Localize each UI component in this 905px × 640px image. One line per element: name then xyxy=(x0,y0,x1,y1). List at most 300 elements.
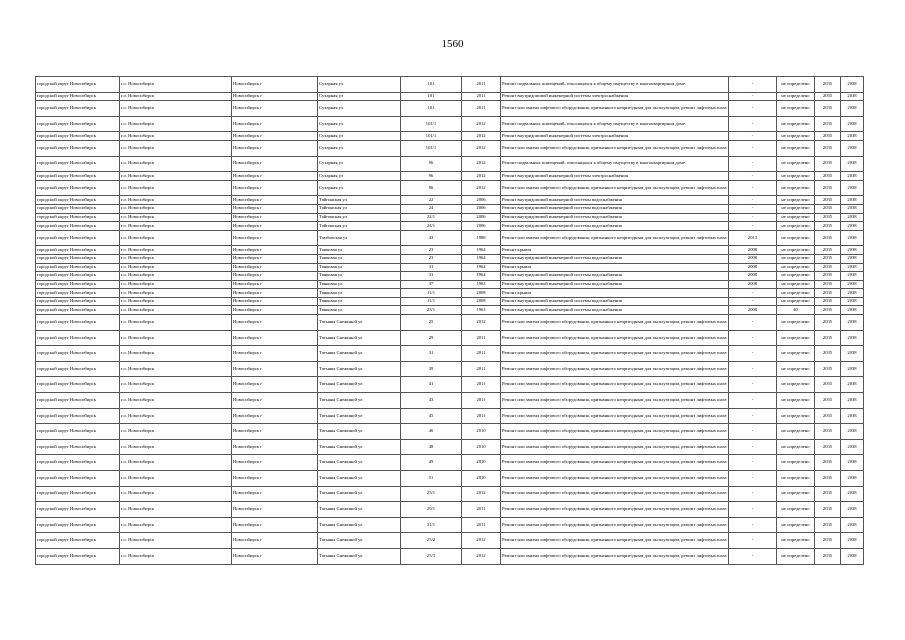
district-cell: г.о. Новосибирск xyxy=(120,330,232,346)
work-type-cell: Ремонт или замена лифтового оборудования, признанного непригодным для эксплуатации, ремонт лифтовых шахт xyxy=(501,533,729,549)
district-cell: г.о. Новосибирск xyxy=(120,289,232,298)
wear-percent-cell: не определено xyxy=(777,408,815,424)
plan-start-year-cell: 2035 xyxy=(815,346,841,362)
plan-end-year-cell: 2038 xyxy=(841,280,864,289)
plan-start-year-cell: 2035 xyxy=(815,77,841,93)
wear-percent-cell: не определено xyxy=(777,156,815,172)
wear-percent-cell: не определено xyxy=(777,246,815,255)
plan-end-year-cell: 2038 xyxy=(841,548,864,564)
settlement-cell: Новосибирск г xyxy=(232,330,318,346)
last-repair-year-cell: 2008 xyxy=(729,272,777,281)
plan-start-year-cell: 2035 xyxy=(815,393,841,409)
house-number-cell: 41 xyxy=(401,377,462,393)
last-repair-year-cell: - xyxy=(729,361,777,377)
plan-start-year-cell: 2035 xyxy=(815,517,841,533)
settlement-cell: Новосибирск г xyxy=(232,172,318,181)
municipality-cell: городской округ Новосибирск xyxy=(36,172,120,181)
plan-start-year-cell: 2035 xyxy=(815,180,841,196)
plan-end-year-cell: 2038 xyxy=(841,289,864,298)
commission-year-cell: 2012 xyxy=(462,156,501,172)
table-row xyxy=(36,361,864,377)
district-cell: г.о. Новосибирск xyxy=(120,377,232,393)
settlement-cell: Новосибирск г xyxy=(232,263,318,272)
settlement-cell: Новосибирск г xyxy=(232,306,318,315)
municipality-cell: городской округ Новосибирск xyxy=(36,132,120,141)
municipality-cell: городской округ Новосибирск xyxy=(36,486,120,502)
street-cell: Танковая ул xyxy=(318,280,401,289)
municipality-cell: городской округ Новосибирск xyxy=(36,222,120,231)
district-cell: г.о. Новосибирск xyxy=(120,280,232,289)
plan-end-year-cell: 2038 xyxy=(841,101,864,117)
plan-start-year-cell: 2035 xyxy=(815,132,841,141)
wear-percent-cell: не определено xyxy=(777,180,815,196)
municipality-cell: городской округ Новосибирск xyxy=(36,254,120,263)
district-cell: г.о. Новосибирск xyxy=(120,346,232,362)
settlement-cell: Новосибирск г xyxy=(232,222,318,231)
settlement-cell: Новосибирск г xyxy=(232,289,318,298)
house-number-cell: 23/1 xyxy=(401,306,462,315)
plan-start-year-cell: 2035 xyxy=(815,361,841,377)
commission-year-cell: 2012 xyxy=(462,132,501,141)
plan-end-year-cell: 2038 xyxy=(841,346,864,362)
plan-start-year-cell: 2035 xyxy=(815,246,841,255)
wear-percent-cell: не определено xyxy=(777,222,815,231)
district-cell: г.о. Новосибирск xyxy=(120,92,232,101)
last-repair-year-cell: - xyxy=(729,346,777,362)
commission-year-cell: 2010 xyxy=(462,471,501,487)
work-type-cell: Ремонт внутридомовой инженерной системы электроснабжения xyxy=(501,92,729,101)
street-cell: Татьяны Снежиной ул xyxy=(318,471,401,487)
work-type-cell: Ремонт крыши xyxy=(501,246,729,255)
street-cell: Сухарная ул xyxy=(318,116,401,132)
street-cell: Сухарная ул xyxy=(318,132,401,141)
wear-percent-cell: не определено xyxy=(777,393,815,409)
municipality-cell: городской округ Новосибирск xyxy=(36,408,120,424)
work-type-cell: Ремонт или замена лифтового оборудования, признанного непригодным для эксплуатации, ремонт лифтовых шахт xyxy=(501,424,729,440)
street-cell: Тайгинская ул xyxy=(318,213,401,222)
street-cell: Татьяны Снежиной ул xyxy=(318,502,401,518)
plan-end-year-cell: 2038 xyxy=(841,92,864,101)
table-row xyxy=(36,486,864,502)
house-number-cell: 23 xyxy=(401,254,462,263)
plan-end-year-cell: 2038 xyxy=(841,254,864,263)
plan-end-year-cell: 2038 xyxy=(841,180,864,196)
street-cell: Татьяны Снежиной ул xyxy=(318,361,401,377)
municipality-cell: городской округ Новосибирск xyxy=(36,439,120,455)
last-repair-year-cell: - xyxy=(729,471,777,487)
municipality-cell: городской округ Новосибирск xyxy=(36,533,120,549)
wear-percent-cell: не определено xyxy=(777,439,815,455)
settlement-cell: Новосибирск г xyxy=(232,77,318,93)
table-row xyxy=(36,315,864,331)
last-repair-year-cell: 2013 xyxy=(729,230,777,246)
street-cell: Татьяны Снежиной ул xyxy=(318,548,401,564)
house-number-cell: 101/1 xyxy=(401,140,462,156)
street-cell: Татьяны Снежиной ул xyxy=(318,517,401,533)
table-row xyxy=(36,254,864,263)
street-cell: Татьяны Снежиной ул xyxy=(318,455,401,471)
wear-percent-cell: не определено xyxy=(777,289,815,298)
plan-end-year-cell: 2038 xyxy=(841,222,864,231)
district-cell: г.о. Новосибирск xyxy=(120,471,232,487)
work-type-cell: Ремонт внутридомовой инженерной системы водоснабжения xyxy=(501,272,729,281)
settlement-cell: Новосибирск г xyxy=(232,132,318,141)
plan-end-year-cell: 2038 xyxy=(841,455,864,471)
plan-end-year-cell: 2038 xyxy=(841,263,864,272)
last-repair-year-cell: - xyxy=(729,377,777,393)
settlement-cell: Новосибирск г xyxy=(232,408,318,424)
commission-year-cell: 2011 xyxy=(462,346,501,362)
street-cell: Танковая ул xyxy=(318,289,401,298)
plan-end-year-cell: 2038 xyxy=(841,272,864,281)
house-number-cell: 46 xyxy=(401,424,462,440)
district-cell: г.о. Новосибирск xyxy=(120,196,232,205)
commission-year-cell: 1963 xyxy=(462,306,501,315)
work-type-cell: Ремонт крыши xyxy=(501,289,729,298)
plan-start-year-cell: 2035 xyxy=(815,439,841,455)
settlement-cell: Новосибирск г xyxy=(232,315,318,331)
table-row xyxy=(36,172,864,181)
wear-percent-cell: не определено xyxy=(777,330,815,346)
last-repair-year-cell: - xyxy=(729,116,777,132)
house-number-cell: 39 xyxy=(401,361,462,377)
street-cell: Татьяны Снежиной ул xyxy=(318,533,401,549)
work-type-cell: Ремонт или замена лифтового оборудования, признанного непригодным для эксплуатации, ремонт лифтовых шахт xyxy=(501,361,729,377)
house-number-cell: 101/1 xyxy=(401,116,462,132)
house-number-cell: 24 xyxy=(401,204,462,213)
plan-start-year-cell: 2035 xyxy=(815,330,841,346)
last-repair-year-cell: 2008 xyxy=(729,280,777,289)
district-cell: г.о. Новосибирск xyxy=(120,116,232,132)
work-type-cell: Ремонт или замена лифтового оборудования, признанного непригодным для эксплуатации, ремонт лифтовых шахт xyxy=(501,502,729,518)
settlement-cell: Новосибирск г xyxy=(232,230,318,246)
street-cell: Сухарная ул xyxy=(318,77,401,93)
table-row xyxy=(36,548,864,564)
house-number-cell: 25/2 xyxy=(401,533,462,549)
table-row xyxy=(36,204,864,213)
settlement-cell: Новосибирск г xyxy=(232,377,318,393)
house-number-cell: 31 xyxy=(401,272,462,281)
work-type-cell: Ремонт внутридомовой инженерной системы водоснабжения xyxy=(501,306,729,315)
table-row xyxy=(36,455,864,471)
work-type-cell: Ремонт или замена лифтового оборудования, признанного непригодным для эксплуатации, ремонт лифтовых шахт xyxy=(501,346,729,362)
municipality-cell: городской округ Новосибирск xyxy=(36,272,120,281)
wear-percent-cell: не определено xyxy=(777,92,815,101)
commission-year-cell: 2012 xyxy=(462,140,501,156)
work-type-cell: Ремонт внутридомовой инженерной системы водоснабжения xyxy=(501,222,729,231)
street-cell: Татьяны Снежиной ул xyxy=(318,424,401,440)
settlement-cell: Новосибирск г xyxy=(232,180,318,196)
municipality-cell: городской округ Новосибирск xyxy=(36,455,120,471)
plan-end-year-cell: 2038 xyxy=(841,486,864,502)
house-number-cell: 25 xyxy=(401,315,462,331)
table-row xyxy=(36,330,864,346)
commission-year-cell: 1964 xyxy=(462,246,501,255)
plan-start-year-cell: 2035 xyxy=(815,377,841,393)
wear-percent-cell: не определено xyxy=(777,213,815,222)
district-cell: г.о. Новосибирск xyxy=(120,272,232,281)
district-cell: г.о. Новосибирск xyxy=(120,361,232,377)
work-type-cell: Ремонт крыши xyxy=(501,263,729,272)
house-number-cell: 96 xyxy=(401,172,462,181)
district-cell: г.о. Новосибирск xyxy=(120,204,232,213)
district-cell: г.о. Новосибирск xyxy=(120,140,232,156)
table-row xyxy=(36,424,864,440)
work-type-cell: Ремонт или замена лифтового оборудования, признанного непригодным для эксплуатации, ремонт лифтовых шахт xyxy=(501,140,729,156)
municipality-cell: городской округ Новосибирск xyxy=(36,280,120,289)
municipality-cell: городской округ Новосибирск xyxy=(36,471,120,487)
district-cell: г.о. Новосибирск xyxy=(120,222,232,231)
work-type-cell: Ремонт подвальных помещений, относящихся к общему имуществу в многоквартирном доме xyxy=(501,77,729,93)
district-cell: г.о. Новосибирск xyxy=(120,254,232,263)
street-cell: Тамбовская ул xyxy=(318,230,401,246)
house-number-cell: 51 xyxy=(401,471,462,487)
plan-end-year-cell: 2038 xyxy=(841,196,864,205)
work-type-cell: Ремонт или замена лифтового оборудования, признанного непригодным для эксплуатации, ремонт лифтовых шахт xyxy=(501,439,729,455)
commission-year-cell: 1988 xyxy=(462,230,501,246)
district-cell: г.о. Новосибирск xyxy=(120,230,232,246)
street-cell: Татьяны Снежиной ул xyxy=(318,393,401,409)
plan-start-year-cell: 2035 xyxy=(815,140,841,156)
municipality-cell: городской округ Новосибирск xyxy=(36,116,120,132)
last-repair-year-cell: - xyxy=(729,330,777,346)
settlement-cell: Новосибирск г xyxy=(232,204,318,213)
district-cell: г.о. Новосибирск xyxy=(120,101,232,117)
district-cell: г.о. Новосибирск xyxy=(120,486,232,502)
last-repair-year-cell: - xyxy=(729,156,777,172)
house-number-cell: 96 xyxy=(401,180,462,196)
wear-percent-cell: не определено xyxy=(777,361,815,377)
district-cell: г.о. Новосибирск xyxy=(120,533,232,549)
district-cell: г.о. Новосибирск xyxy=(120,502,232,518)
district-cell: г.о. Новосибирск xyxy=(120,408,232,424)
plan-end-year-cell: 2038 xyxy=(841,246,864,255)
table-row xyxy=(36,101,864,117)
house-number-cell: 31 xyxy=(401,263,462,272)
street-cell: Тайгинская ул xyxy=(318,204,401,213)
table-row xyxy=(36,116,864,132)
wear-percent-cell: не определено xyxy=(777,196,815,205)
table-row xyxy=(36,272,864,281)
repair-schedule-table xyxy=(35,76,864,565)
table-row xyxy=(36,377,864,393)
settlement-cell: Новосибирск г xyxy=(232,272,318,281)
plan-end-year-cell: 2038 xyxy=(841,377,864,393)
settlement-cell: Новосибирск г xyxy=(232,92,318,101)
district-cell: г.о. Новосибирск xyxy=(120,393,232,409)
district-cell: г.о. Новосибирск xyxy=(120,172,232,181)
plan-start-year-cell: 2035 xyxy=(815,263,841,272)
work-type-cell: Ремонт или замена лифтового оборудования, признанного непригодным для эксплуатации, ремонт лифтовых шахт xyxy=(501,517,729,533)
last-repair-year-cell: - xyxy=(729,486,777,502)
municipality-cell: городской округ Новосибирск xyxy=(36,306,120,315)
wear-percent-cell: не определено xyxy=(777,77,815,93)
table-row xyxy=(36,132,864,141)
work-type-cell: Ремонт или замена лифтового оборудования, признанного непригодным для эксплуатации, ремонт лифтовых шахт xyxy=(501,180,729,196)
plan-end-year-cell: 2038 xyxy=(841,517,864,533)
municipality-cell: городской округ Новосибирск xyxy=(36,263,120,272)
house-number-cell: 29 xyxy=(401,330,462,346)
district-cell: г.о. Новосибирск xyxy=(120,180,232,196)
street-cell: Татьяны Снежиной ул xyxy=(318,330,401,346)
municipality-cell: городской округ Новосибирск xyxy=(36,289,120,298)
plan-start-year-cell: 2035 xyxy=(815,101,841,117)
street-cell: Танковая ул xyxy=(318,246,401,255)
last-repair-year-cell: - xyxy=(729,132,777,141)
street-cell: Сухарная ул xyxy=(318,180,401,196)
municipality-cell: городской округ Новосибирск xyxy=(36,346,120,362)
last-repair-year-cell: - xyxy=(729,424,777,440)
settlement-cell: Новосибирск г xyxy=(232,116,318,132)
street-cell: Сухарная ул xyxy=(318,156,401,172)
wear-percent-cell: не определено xyxy=(777,204,815,213)
last-repair-year-cell: - xyxy=(729,140,777,156)
house-number-cell: 25/1 xyxy=(401,486,462,502)
table-row xyxy=(36,156,864,172)
table-row xyxy=(36,280,864,289)
plan-start-year-cell: 2035 xyxy=(815,272,841,281)
municipality-cell: городской округ Новосибирск xyxy=(36,77,120,93)
municipality-cell: городской округ Новосибирск xyxy=(36,156,120,172)
settlement-cell: Новосибирск г xyxy=(232,533,318,549)
work-type-cell: Ремонт внутридомовой инженерной системы водоснабжения xyxy=(501,196,729,205)
house-number-cell: 43 xyxy=(401,393,462,409)
last-repair-year-cell: 2008 xyxy=(729,246,777,255)
work-type-cell: Ремонт или замена лифтового оборудования, признанного непригодным для эксплуатации, ремонт лифтовых шахт xyxy=(501,548,729,564)
street-cell: Танковая ул xyxy=(318,306,401,315)
last-repair-year-cell: - xyxy=(729,77,777,93)
house-number-cell: 45 xyxy=(401,408,462,424)
table-row xyxy=(36,180,864,196)
work-type-cell: Ремонт внутридомовой инженерной системы водоснабжения xyxy=(501,254,729,263)
plan-start-year-cell: 2035 xyxy=(815,156,841,172)
street-cell: Татьяны Снежиной ул xyxy=(318,377,401,393)
district-cell: г.о. Новосибирск xyxy=(120,132,232,141)
table-row xyxy=(36,230,864,246)
work-type-cell: Ремонт внутридомовой инженерной системы водоснабжения xyxy=(501,213,729,222)
street-cell: Тайгинская ул xyxy=(318,196,401,205)
commission-year-cell: 2011 xyxy=(462,502,501,518)
plan-start-year-cell: 2035 xyxy=(815,280,841,289)
house-number-cell: 37 xyxy=(401,280,462,289)
commission-year-cell: 2011 xyxy=(462,330,501,346)
last-repair-year-cell: - xyxy=(729,439,777,455)
last-repair-year-cell: - xyxy=(729,548,777,564)
last-repair-year-cell: - xyxy=(729,289,777,298)
commission-year-cell: 2012 xyxy=(462,533,501,549)
settlement-cell: Новосибирск г xyxy=(232,297,318,306)
wear-percent-cell: не определено xyxy=(777,548,815,564)
commission-year-cell: 2008 xyxy=(462,297,501,306)
municipality-cell: городской округ Новосибирск xyxy=(36,246,120,255)
wear-percent-cell: не определено xyxy=(777,263,815,272)
wear-percent-cell: не определено xyxy=(777,517,815,533)
wear-percent-cell: не определено xyxy=(777,132,815,141)
wear-percent-cell: не определено xyxy=(777,230,815,246)
plan-start-year-cell: 2035 xyxy=(815,196,841,205)
house-number-cell: 22/1 xyxy=(401,213,462,222)
street-cell: Татьяны Снежиной ул xyxy=(318,346,401,362)
municipality-cell: городской округ Новосибирск xyxy=(36,315,120,331)
settlement-cell: Новосибирск г xyxy=(232,393,318,409)
plan-end-year-cell: 2038 xyxy=(841,424,864,440)
house-number-cell: 25/3 xyxy=(401,548,462,564)
settlement-cell: Новосибирск г xyxy=(232,471,318,487)
plan-start-year-cell: 2035 xyxy=(815,230,841,246)
plan-end-year-cell: 2038 xyxy=(841,156,864,172)
work-type-cell: Ремонт или замена лифтового оборудования, признанного непригодным для эксплуатации, ремонт лифтовых шахт xyxy=(501,315,729,331)
street-cell: Татьяны Снежиной ул xyxy=(318,439,401,455)
wear-percent-cell: не определено xyxy=(777,172,815,181)
table-row xyxy=(36,140,864,156)
work-type-cell: Ремонт или замена лифтового оборудования, признанного непригодным для эксплуатации, ремонт лифтовых шахт xyxy=(501,101,729,117)
settlement-cell: Новосибирск г xyxy=(232,213,318,222)
settlement-cell: Новосибирск г xyxy=(232,246,318,255)
street-cell: Татьяны Снежиной ул xyxy=(318,408,401,424)
municipality-cell: городской округ Новосибирск xyxy=(36,230,120,246)
settlement-cell: Новосибирск г xyxy=(232,361,318,377)
settlement-cell: Новосибирск г xyxy=(232,280,318,289)
settlement-cell: Новосибирск г xyxy=(232,196,318,205)
table-row xyxy=(36,502,864,518)
work-type-cell: Ремонт внутридомовой инженерной системы электроснабжения xyxy=(501,132,729,141)
commission-year-cell: 2006 xyxy=(462,196,501,205)
wear-percent-cell: не определено xyxy=(777,116,815,132)
house-number-cell: 31/1 xyxy=(401,517,462,533)
work-type-cell: Ремонт или замена лифтового оборудования, признанного непригодным для эксплуатации, ремонт лифтовых шахт xyxy=(501,486,729,502)
work-type-cell: Ремонт внутридомовой инженерной системы водоснабжения xyxy=(501,204,729,213)
municipality-cell: городской округ Новосибирск xyxy=(36,502,120,518)
street-cell: Сухарная ул xyxy=(318,101,401,117)
settlement-cell: Новосибирск г xyxy=(232,486,318,502)
municipality-cell: городской округ Новосибирск xyxy=(36,297,120,306)
commission-year-cell: 2012 xyxy=(462,116,501,132)
commission-year-cell: 2006 xyxy=(462,204,501,213)
wear-percent-cell: не определено xyxy=(777,101,815,117)
settlement-cell: Новосибирск г xyxy=(232,346,318,362)
plan-end-year-cell: 2038 xyxy=(841,140,864,156)
work-type-cell: Ремонт внутридомовой инженерной системы водоснабжения xyxy=(501,280,729,289)
municipality-cell: городской округ Новосибирск xyxy=(36,424,120,440)
work-type-cell: Ремонт или замена лифтового оборудования, признанного непригодным для эксплуатации, ремонт лифтовых шахт xyxy=(501,330,729,346)
wear-percent-cell: не определено xyxy=(777,486,815,502)
municipality-cell: городской округ Новосибирск xyxy=(36,140,120,156)
last-repair-year-cell: - xyxy=(729,92,777,101)
district-cell: г.о. Новосибирск xyxy=(120,297,232,306)
plan-end-year-cell: 2038 xyxy=(841,132,864,141)
street-cell: Танковая ул xyxy=(318,272,401,281)
plan-start-year-cell: 2035 xyxy=(815,213,841,222)
table-row xyxy=(36,92,864,101)
commission-year-cell: 2010 xyxy=(462,439,501,455)
last-repair-year-cell: 2008 xyxy=(729,254,777,263)
settlement-cell: Новосибирск г xyxy=(232,424,318,440)
plan-start-year-cell: 2035 xyxy=(815,471,841,487)
plan-start-year-cell: 2035 xyxy=(815,289,841,298)
table-row xyxy=(36,196,864,205)
table-row xyxy=(36,408,864,424)
plan-start-year-cell: 2035 xyxy=(815,92,841,101)
work-type-cell: Ремонт внутридомовой инженерной системы водоснабжения xyxy=(501,297,729,306)
street-cell: Танковая ул xyxy=(318,263,401,272)
street-cell: Сухарная ул xyxy=(318,92,401,101)
last-repair-year-cell: 2008 xyxy=(729,306,777,315)
commission-year-cell: 2012 xyxy=(462,180,501,196)
plan-end-year-cell: 2038 xyxy=(841,330,864,346)
table-row xyxy=(36,263,864,272)
last-repair-year-cell: - xyxy=(729,408,777,424)
last-repair-year-cell: - xyxy=(729,222,777,231)
